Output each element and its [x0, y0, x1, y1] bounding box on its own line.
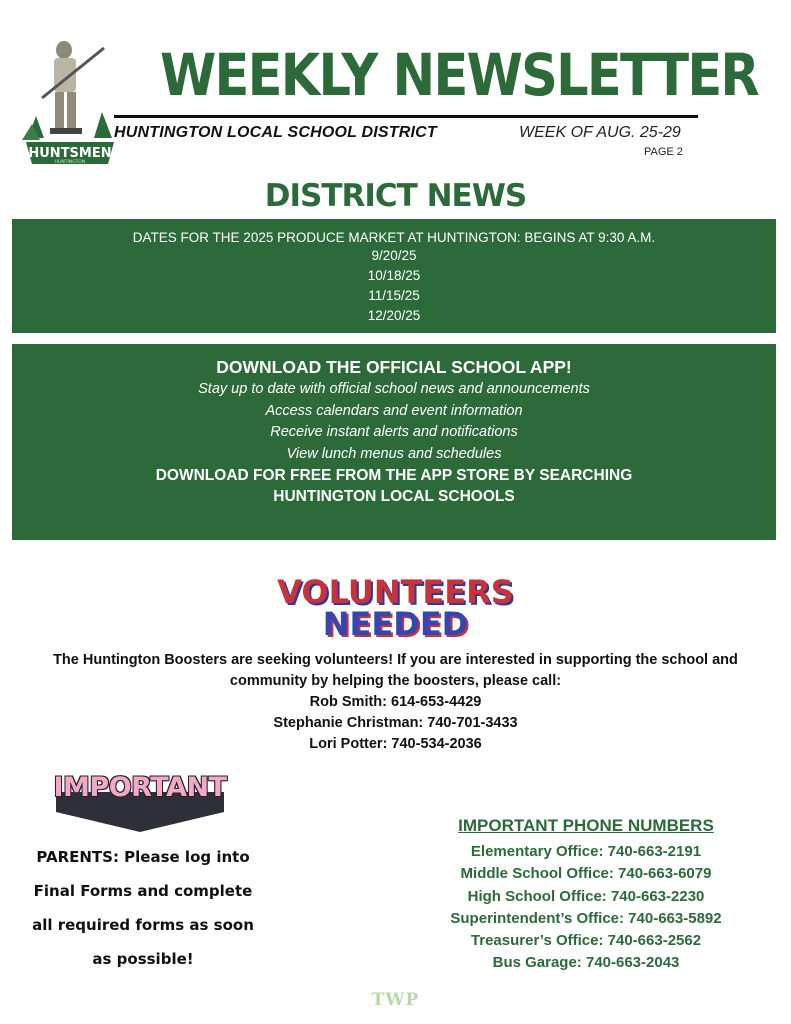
phone-entry: High School Office: 740-663-2230	[467, 887, 705, 905]
parents-note-line: as possible!	[92, 950, 194, 968]
phone-entry: Superintendent’s Office: 740-663-5892	[450, 909, 722, 927]
parents-note-line: Final Forms and complete	[33, 882, 253, 900]
volunteers-body-text: The Huntington Boosters are seeking volunteers! If you are interested in supporting the school and community by helping the boosters, please call:	[53, 652, 738, 689]
volunteers-section	[30, 650, 761, 755]
market-date: 12/20/25	[367, 308, 421, 323]
newsletter-title: WEEKLY NEWSLETTER	[160, 41, 758, 109]
phone-numbers-title: IMPORTANT PHONE NUMBERS	[458, 816, 714, 835]
phone-entry: Middle School Office: 740-663-6079	[460, 865, 712, 883]
market-date: 9/20/25	[371, 248, 417, 263]
produce-market-box	[12, 219, 776, 333]
footer-initials: TWP	[371, 990, 420, 1010]
week-of-label: WEEK OF AUG. 25-29	[519, 124, 681, 141]
logo-subtext: HUNTINGTON	[54, 160, 86, 165]
school-app-box	[12, 344, 776, 540]
school-app-heading: DOWNLOAD THE OFFICIAL SCHOOL APP!	[216, 357, 572, 377]
app-feature: Stay up to date with official school news and announcements	[198, 381, 590, 397]
district-news-heading: DISTRICT NEWS	[264, 178, 527, 214]
district-name: HUNTINGTON LOCAL SCHOOL DISTRICT	[114, 124, 437, 141]
booster-contact: Stephanie Christman: 740-701-3433	[273, 715, 518, 731]
phone-entry: Bus Garage: 740-663-2043	[492, 954, 680, 972]
app-feature: View lunch menus and schedules	[286, 445, 502, 462]
header-divider	[114, 115, 698, 118]
booster-contact: Lori Potter: 740-534-2036	[309, 736, 482, 752]
huntsmen-logo	[22, 38, 118, 168]
market-date: 10/18/25	[367, 268, 421, 283]
important-label: IMPORTANT	[53, 772, 227, 803]
volunteers-needed-title	[0, 573, 791, 643]
volunteers-title-line1: VOLUNTEERS	[277, 573, 514, 611]
parents-note-line: PARENTS: Please log into	[36, 848, 250, 866]
phone-numbers-list	[426, 841, 746, 975]
market-date: 11/15/25	[368, 288, 420, 303]
booster-contact: Rob Smith: 614-653-4429	[309, 694, 482, 710]
app-download-instructions: DOWNLOAD FOR FREE FROM THE APP STORE BY SEARCHING HUNTINGTON LOCAL SCHOOLS	[155, 467, 633, 505]
parents-note	[30, 840, 256, 976]
phone-entry: Treasurer’s Office: 740-663-2562	[470, 932, 702, 950]
app-feature: Receive instant alerts and notifications	[270, 424, 518, 440]
parents-note-line: all required forms as soon	[32, 916, 254, 934]
app-feature: Access calendars and event information	[265, 402, 523, 419]
page-number: PAGE 2	[644, 146, 683, 158]
phone-entry: Elementary Office: 740-663-2191	[470, 843, 702, 860]
volunteers-title-line2: NEEDED	[322, 605, 469, 643]
produce-market-heading: DATES FOR THE 2025 PRODUCE MARKET AT HUNTINGTON: BEGINS AT 9:30 A.M.	[132, 230, 656, 245]
logo-wordmark: HUNTSMEN	[28, 146, 112, 161]
